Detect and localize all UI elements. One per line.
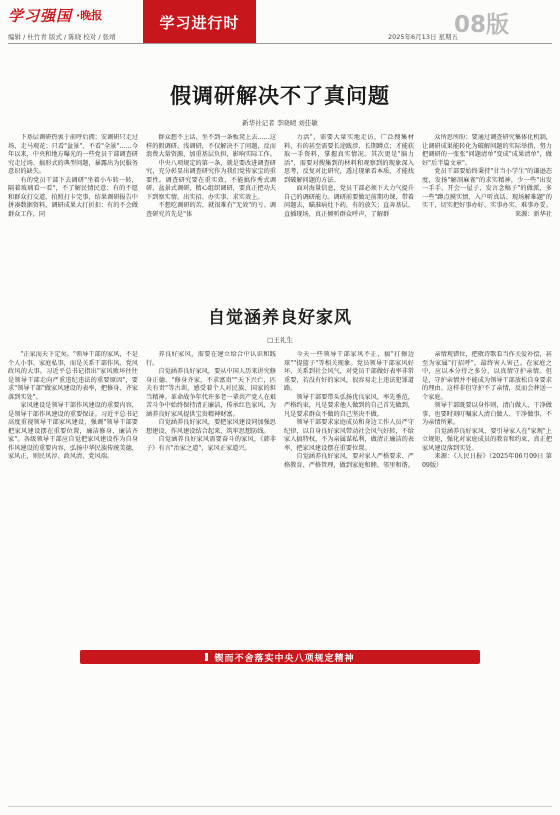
paragraph: 力活"，需要大量实地走访，广泛搜集材料，有的甚至需要长途跋涉、长期蹲点；才能获取一手资料，掌握真实情况。其次更是"脑力活"，需要对搜集到的材料和观察到的现象深入思考，反复对比研究，透过现象看本质，才能找到破解问题的方法。 bbox=[284, 134, 414, 184]
newspaper-logo bbox=[8, 4, 102, 26]
paragraph: 领导干部要带头弘扬优良家风，率先垂范，严格约束，凡是要求他人做到的自己首先做到，凡是要求群众不做的自己坚决不做。 bbox=[284, 393, 414, 418]
paragraph: "正家而天下定矣。"领导干部的家风，不是个人小事、家庭私事，而是关系干部作风、党风政风的大事。习近平总书记指出"家风败坏往往是领导干部走向严重违纪违法的重要原因"，要求"领导干部"做家风建设的表率，把修身、齐家落到实处"。 bbox=[8, 351, 138, 401]
article-2-title: 自觉涵养良好家风 bbox=[208, 308, 352, 328]
section-tab: 学习进行时 bbox=[143, 0, 256, 44]
page-number: 08版 bbox=[454, 12, 510, 38]
article-1-byline: 新华社记者 李晓晴 刘佳敏 bbox=[242, 119, 318, 127]
paragraph: 有的党员干部下去调研"坐着小车转一转，隔着玻璃看一看"，不了解民情民意；有的不愿和群众打交道，拍照打卡完事，结果调研报告中拼凑数据资料，调研成果大打折扣；有的不会做群众工作，同 bbox=[8, 176, 138, 218]
staff-credits: 编辑 / 杜竹青 版式 / 陈晓 校对 / 张靖 bbox=[8, 33, 116, 41]
article-1-column bbox=[284, 134, 414, 266]
article-1-column bbox=[422, 134, 552, 266]
paragraph: 家风建设是领导干部作风建设的重要内容，是领导干部作风建设的重要保证。习近平总书记高度重视领导干部家风建设，强调"领导干部要把家风建设摆在重要位置，廉洁修身、廉洁齐家"。各级领导干部应自觉把家风建设作为自身作风建设的重要内容，弘扬中华民族传统美德，家风正，则民风淳、政风清、党风端。 bbox=[8, 402, 138, 460]
paragraph: 下基层调研热衷于前呼后拥；安调研只走过场、走马观花；只看"盆景"、不看"全景"……今年以来，中央和地方曝光的一些党员干部调查研究走过场、搞形式的典型问题，暴露出为民服务意识的缺失。 bbox=[8, 134, 138, 175]
paragraph: 养良好家风，需要在建立给合中认识和践行。 bbox=[146, 351, 276, 367]
paragraph: 亲情观错位，把敬诗歌看当作关爱补偿，甚至为家属"打招呼"，最终害人害己。在家庭之中，应以本分待之多分，以真情守护亲情。但是，守护亲情并不能成为领导干部放松自身要求的理由。这样非但守护不了亲情，反而会葬送一个家庭。 bbox=[422, 351, 552, 401]
paragraph: 今天一些领导干部家风不正，搞"打擦边球""提篮子"等相关现象。党员领导干部家风好坏，关系到社会风气，对党员干部做好表率非常重要，若没有好的家风，很容易走上违法犯罪道路。 bbox=[284, 351, 414, 392]
article-2-source: 来源：《人民日报》（2025年06月09日 第09版） bbox=[422, 453, 552, 469]
footer-rule bbox=[8, 806, 552, 807]
banner-bar-left bbox=[205, 653, 208, 661]
paragraph: 面对海量信息，党员干部必须下大力气提升自己的调研能力。调研前要做足前期功课，带着问题去，瞄准病灶下药，有的放矢；直奔基层、直插现场，真正倾听群众呼声，了解群 bbox=[284, 185, 414, 218]
paragraph: 领导干部要求家庭成员和身边工作人员严守纪律，以自身良好家风带动社会风气好转，不给家人搞特权，不为亲属谋私利，做清正廉洁的表率，把家风建设摆在重要位置。 bbox=[284, 419, 414, 452]
article-2-column bbox=[8, 351, 138, 642]
article-1-title: 假调研解决不了真问题 bbox=[170, 83, 390, 108]
header-rule bbox=[8, 43, 552, 44]
banner-text: 锲而不舍落实中央八项规定精神 bbox=[214, 653, 355, 664]
paragraph: 中央八项规定的第一条，就是要改进调查研究，充分彰显出调查研究作为我们党传家宝的重要性。调查研究要在重实效，不能搞作秀式调研、盆景式调研，精心组织调研，要真正把功夫下到察实情、出实招、办实事、求实效上。 bbox=[146, 159, 276, 201]
paper-name: 学习强国 bbox=[8, 6, 73, 25]
article-2-column bbox=[422, 351, 552, 642]
paragraph: 自觉涵养良好家风需要奋斗的家风，《韩非子》有言"治家之道"，家风正家道兴。 bbox=[146, 436, 276, 452]
issue-date: 2025年6月13日 星期五 bbox=[388, 33, 459, 41]
article-2-column bbox=[146, 351, 276, 642]
edition-label: ·晚报 bbox=[76, 9, 103, 22]
article-1-source: 来源：新华社 bbox=[514, 210, 552, 218]
paragraph: 党员干部要始终秉持"甘当小学生"的谦逊态度，发扬"解剖麻雀"的求实精神，少一些"出发一手手、开会一屋子、发言念稿子"的做派，多一些"蹲点摸实情、入户听真话、现场解难题"的实干，切实把好事办好、实事办实、难事办妥。 bbox=[422, 168, 552, 209]
article-1-column bbox=[146, 134, 276, 266]
paragraph: 众所思所盼；要通过调查研究集体化机制，让调研成果能转化为破解问题的实际举措，努力把调研的一张张"问题清单"变成"成果清单"，做好"后半篇文章"。 bbox=[422, 134, 552, 167]
paragraph: 自觉涵养良好家风，要对家人严格要求、严格教育、严格管理，做到家庭和睦、邻里和谐。 bbox=[284, 453, 414, 469]
article-1-column bbox=[8, 134, 138, 266]
paragraph: 不想吃调研的苦，就很难有"无效"的亏。调查研究首先是"体 bbox=[146, 202, 276, 218]
paragraph: 自觉涵养良好家风，要引导家人在"家规"上立规矩，强化对家庭成员的教育和约束，真正把家风建设落到实处。 bbox=[422, 427, 552, 452]
article-2-body bbox=[8, 351, 552, 642]
paragraph: 群众想不上话、坐不到一条板凳上去……这样的假调研、浅调研，不仅解决不了问题，反而浪费大量资源，加重基层负担，影响实际工作。 bbox=[146, 134, 276, 158]
paragraph: 领导干部既要以身作则，清白做人、干净做事，也要时刻叮嘱家人清白做人、干净做事，不为亲情所累。 bbox=[422, 402, 552, 426]
article-2-column bbox=[284, 351, 414, 642]
column-banner bbox=[80, 650, 480, 664]
article-2-author: □王礼生 bbox=[267, 336, 293, 344]
article-1-body bbox=[8, 134, 552, 266]
paragraph: 自觉涵养良好家风，要把家风建设同加强思想建设、作风建设结合起来，筑牢思想防线。 bbox=[146, 419, 276, 435]
masthead bbox=[0, 0, 560, 44]
paragraph: 自觉涵养良好家风，要从中国人历来讲究修身正德、"修身齐家，不求富贵""天下兴亡，匹夫有责"等古训，感受着个人对民族、国家的担当精神。革命战争年代许多老一辈共产党人在艰苦斗争中始终保持清正廉洁，传承红色家风，为涵养良好家风提供宝贵精神财富。 bbox=[146, 368, 276, 418]
